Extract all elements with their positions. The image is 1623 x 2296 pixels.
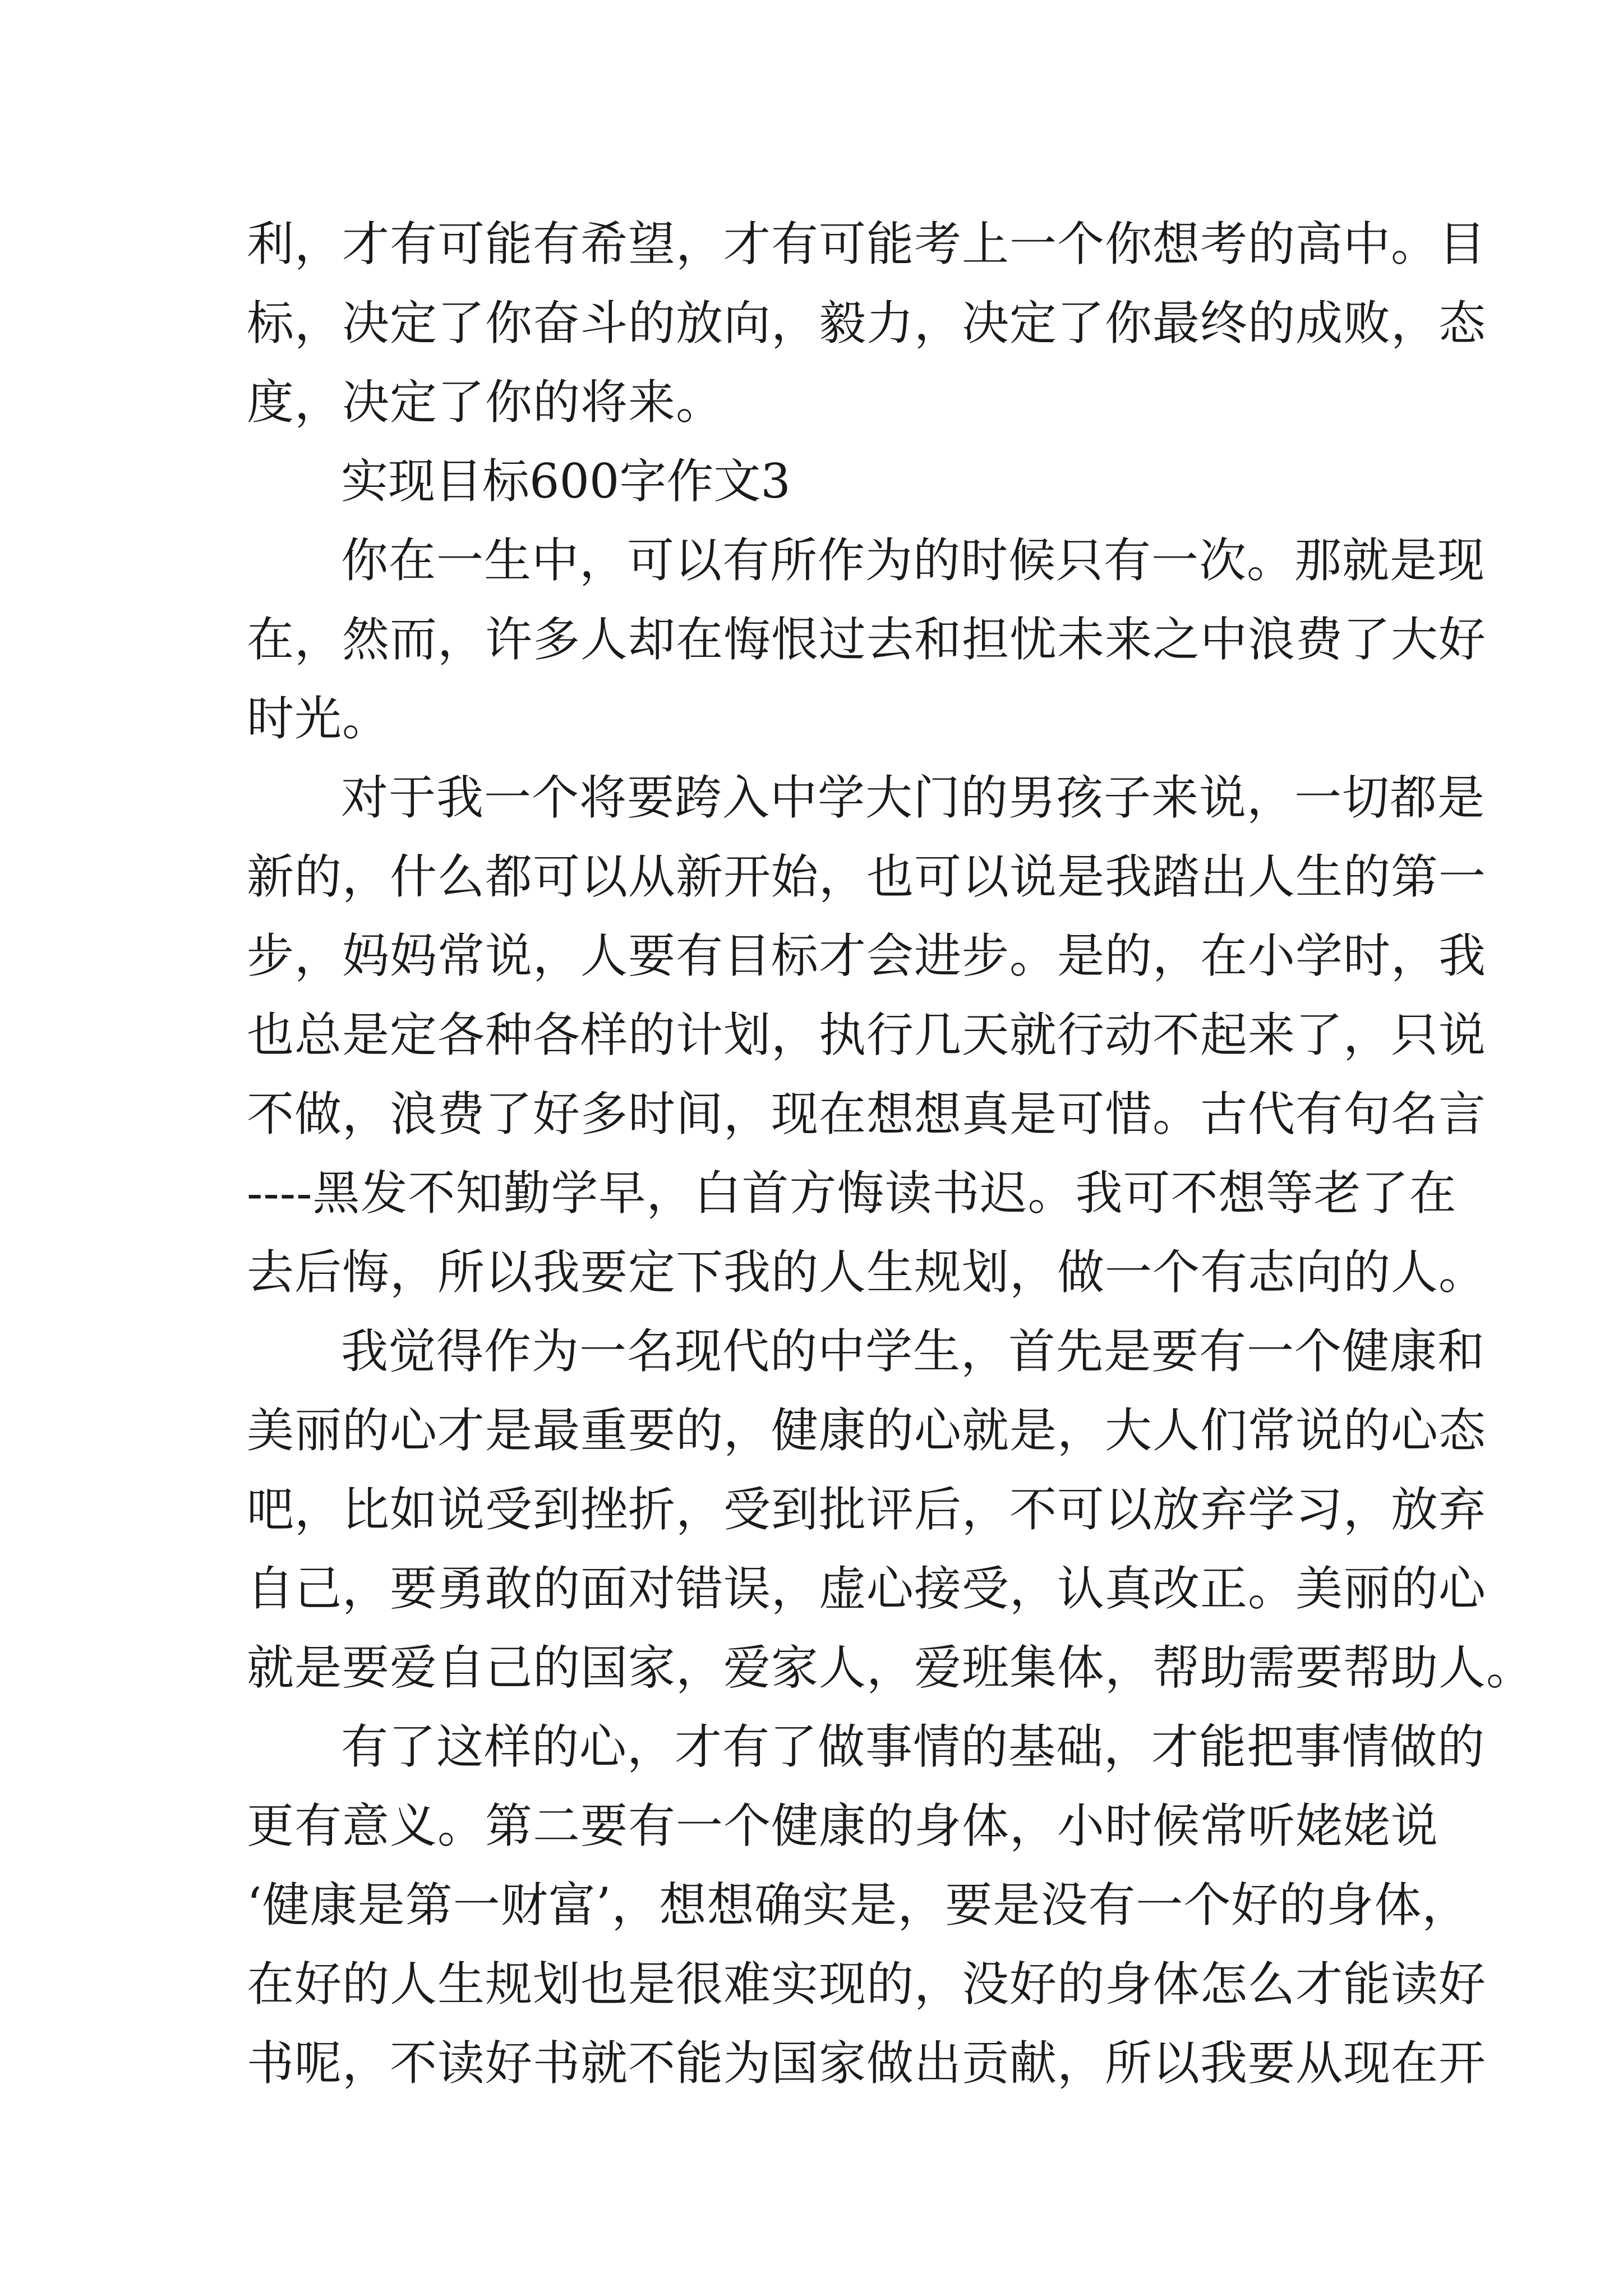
paragraph-line: 标，决定了你奋斗的放向，毅力，决定了你最终的成败，态 [247, 296, 1487, 351]
paragraph-line: 也总是定各种各样的计划，执行几天就行动不起来了，只说 [247, 1007, 1487, 1062]
paragraph-line: 对于我一个将要跨入中学大门的男孩子来说，一切都是 [341, 770, 1486, 825]
paragraph-line: 去后悔，所以我要定下我的人生规划，做一个有志向的人。 [247, 1245, 1487, 1300]
section-heading: 实现目标600字作文3 [341, 454, 791, 509]
paragraph-line: 有了这样的心，才有了做事情的基础，才能把事情做的 [341, 1719, 1486, 1774]
paragraph-line: 不做，浪费了好多时间，现在想想真是可惜。古代有句名言 [247, 1087, 1487, 1142]
paragraph-line: 在好的人生规划也是很难实现的，没好的身体怎么才能读好 [247, 1957, 1487, 2012]
paragraph-line: 书呢，不读好书就不能为国家做出贡献，所以我要从现在开 [247, 2036, 1487, 2091]
paragraph-line: 就是要爱自己的国家，爱家人，爱班集体，帮助需要帮助人。 [247, 1640, 1534, 1695]
paragraph-line: 我觉得作为一名现代的中学生，首先是要有一个健康和 [341, 1324, 1486, 1379]
paragraph-line: 自己，要勇敢的面对错误，虚心接受，认真改正。美丽的心 [247, 1561, 1487, 1616]
paragraph-line: 时光。 [247, 691, 390, 746]
paragraph-line: 度，决定了你的将来。 [247, 375, 724, 430]
paragraph-line: 你在一生中，可以有所作为的时候只有一次。那就是现 [341, 533, 1486, 588]
paragraph-line: ----黑发不知勤学早，白首方悔读书迟。我可不想等老了在 [247, 1166, 1457, 1221]
paragraph-line: 步，妈妈常说，人要有目标才会进步。是的，在小学时，我 [247, 928, 1487, 983]
paragraph-line: 利，才有可能有希望，才有可能考上一个你想考的高中。目 [247, 217, 1487, 272]
paragraph-line: 吧，比如说受到挫折，受到批评后，不可以放弃学习，放弃 [247, 1482, 1487, 1537]
paragraph-line: 更有意义。第二要有一个健康的身体，小时候常听姥姥说 [247, 1798, 1439, 1853]
paragraph-line: 美丽的心才是最重要的，健康的心就是，大人们常说的心态 [247, 1403, 1487, 1458]
paragraph-line: 在，然而，许多人却在悔恨过去和担忧未来之中浪费了大好 [247, 612, 1487, 667]
paragraph-line: ‘健康是第一财富’，想想确实是，要是没有一个好的身体， [247, 1878, 1470, 1932]
paragraph-line: 新的，什么都可以从新开始，也可以说是我踏出人生的第一 [247, 849, 1487, 904]
